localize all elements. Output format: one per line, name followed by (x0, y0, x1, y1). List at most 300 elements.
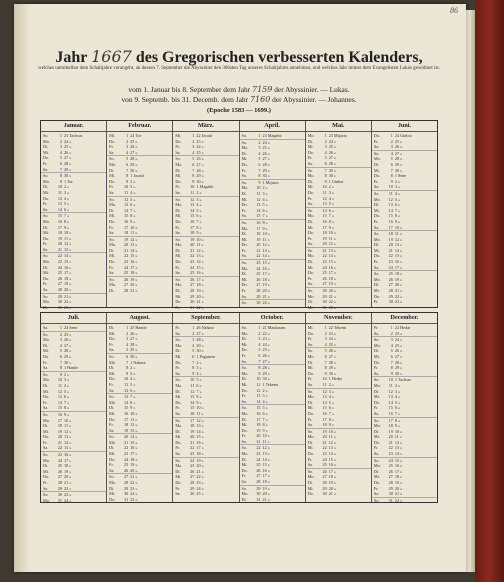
day-row: So. 26 17 » (306, 468, 371, 475)
day-row: Mi. 15 6 » (175, 213, 202, 219)
day-row: Do. 15 8 » (373, 213, 401, 219)
day-row: Di. 3 23 » (241, 336, 270, 342)
day-row: Do. 25 17 » (307, 270, 337, 276)
month-column (240, 121, 306, 307)
day-row: Fr. 15 10 » (175, 405, 204, 411)
day-row: Mo. 17 9 » (241, 225, 268, 231)
day-row: Sa. 23 14 » (373, 451, 403, 457)
day-row: Di. 17 9 » (43, 224, 70, 230)
day-row: Do. 9 2 » (109, 178, 136, 184)
day-row: So. 23 16 » (41, 451, 106, 458)
day-row: Mo. 27 18 » (307, 474, 337, 480)
day-row: Di. 25 17 » (241, 271, 270, 277)
day-row: So. 13 7 » (107, 393, 172, 400)
day-row: Mo. 15 7 » (307, 213, 334, 219)
month-name: October. (240, 313, 305, 324)
day-row: Di. 30 22 » (307, 299, 337, 305)
day-row: Di. 19 10 » (373, 428, 403, 434)
day-row: Sa. 19 13 » (109, 427, 138, 433)
day-row: Fr. 10 1 Hedar (307, 376, 343, 382)
day-row: Mo. 16 6 » (241, 410, 268, 416)
day-row: Mo. 30 22 » (43, 299, 72, 305)
month-name: Juni. (372, 121, 437, 132)
day-row: Sa. 7 27 » (241, 358, 270, 364)
handwritten-era-year: 7159 (252, 85, 273, 94)
day-row: So. 29 19 » (240, 485, 305, 492)
day-row: Sa. 11 2 » (175, 189, 202, 195)
day-row: Fr. 17 10 » (109, 224, 138, 230)
day-row: Sa. 4 25 » (307, 341, 337, 347)
month-column (107, 121, 173, 307)
calendar-panel-first-half (40, 120, 438, 308)
day-row: Di. 10 2 » (43, 184, 70, 190)
day-row: So. 16 8 » (240, 219, 305, 226)
day-row: So. 9 1 Mijazia (240, 179, 305, 186)
day-row: Di. 24 14 » (241, 456, 270, 462)
day-row: Do. 21 16 » (175, 439, 204, 445)
day-row: Sa. 15 8 » (43, 405, 70, 411)
day-row: Mi. 25 15 » (241, 462, 270, 468)
day-row: So. 28 20 » (306, 287, 371, 294)
day-row: Di. 31 23 » (43, 304, 72, 310)
day-row: Di. 12 7 » (175, 388, 202, 394)
day-row: So. 12 5 » (107, 196, 172, 203)
day-row: Mo. 14 8 » (109, 399, 136, 405)
day-row: Sa. 22 15 » (43, 445, 72, 451)
day-row: Fr. 20 12 » (43, 241, 72, 247)
day-row: Mi. 22 15 » (109, 253, 138, 259)
day-row: Di. 16 8 » (307, 218, 334, 224)
month-name: August. (107, 313, 172, 324)
day-row: Mo. 2 22 » (241, 330, 270, 336)
day-row: So. 21 13 » (306, 247, 371, 254)
day-row: So. 19 10 » (173, 236, 238, 243)
day-row: Di. 6 29 » (373, 161, 403, 167)
day-row: Do. 13 6 » (43, 394, 70, 400)
day-row: Di. 20 13 » (373, 242, 403, 248)
day-row: Fr. 14 7 » (43, 399, 70, 405)
month-name: April. (240, 121, 305, 132)
day-row: Do. 7 28 » (373, 359, 403, 365)
month-column (41, 313, 107, 502)
day-row: Fr. 16 9 » (373, 218, 401, 224)
day-row: Mi. 8 29 » (175, 173, 204, 179)
day-row: So. 24 19 » (173, 457, 238, 464)
day-row: So. 15 5 » (240, 404, 305, 411)
day-row: Mi. 20 15 » (175, 434, 204, 440)
day-row: Di. 15 9 » (109, 405, 136, 411)
day-row: Sa. 11 4 » (109, 189, 136, 195)
day-row: So. 15 7 » (41, 212, 106, 219)
day-row: Di. 18 11 » (43, 423, 72, 429)
day-row: Fr. 28 21 » (43, 480, 72, 486)
day-row: Sa. 14 4 » (241, 398, 268, 404)
day-row: Di. 25 18 » (43, 463, 72, 469)
day-row: Do. 23 14 » (175, 259, 204, 265)
day-row: Mi. 6 27 » (373, 353, 403, 359)
day-row: Mi. 25 17 » (43, 270, 72, 276)
day-row: Mo. 12 5 » (373, 196, 401, 202)
day-row: Fr. 5 27 » (307, 155, 337, 161)
day-row: So. 6 30 » (107, 353, 172, 360)
day-row: Fr. 29 24 » (175, 485, 204, 491)
day-row: Di. 7 28 » (307, 359, 337, 365)
day-row: Mi. 15 8 » (109, 213, 136, 219)
day-row: Mi. 5 28 » (43, 348, 72, 354)
day-row: Di. 26 17 » (373, 468, 403, 474)
day-row: Mo. 3 25 » (241, 145, 270, 151)
day-row: Do. 16 7 » (307, 410, 334, 416)
day-row: Di. 28 19 » (307, 480, 337, 486)
day-row: Sa. 8 1 Hamle (43, 365, 79, 371)
day-row: Do. 30 21 » (307, 491, 337, 497)
day-row: Mi. 5 27 » (241, 156, 270, 162)
day-row: Sa. 18 9 » (307, 422, 334, 428)
day-row: Do. 7 2 » (175, 359, 202, 365)
day-row: So. 7 29 » (306, 167, 371, 174)
day-row: Di. 18 10 » (241, 231, 270, 237)
day-row: Fr. 11 5 » (109, 381, 136, 387)
day-row: Do. 2 23 » (175, 138, 204, 144)
month-column (240, 313, 306, 502)
day-row: Fr. 14 6 » (241, 207, 268, 213)
day-row: Mi. 7 30 » (373, 167, 403, 173)
day-row: Do. 27 19 » (241, 282, 270, 288)
day-row: Di. 4 26 » (241, 150, 270, 156)
day-row: So. 22 14 » (41, 252, 106, 259)
day-row: Do. 24 18 » (109, 456, 138, 462)
day-row: Fr. 23 16 » (373, 259, 403, 265)
day-row: Di. 27 20 » (373, 282, 403, 288)
day-row: Di. 2 24 » (307, 138, 337, 144)
day-row: Mi. 1 22 Tekemt (307, 325, 347, 330)
day-row: Mo. 6 27 » (307, 353, 337, 359)
day-row: Sa. 14 6 » (43, 206, 70, 212)
day-row: Mi. 3 25 » (307, 144, 337, 150)
day-row: Mo. 23 15 » (43, 259, 72, 265)
handwritten-era-year: 7160 (249, 95, 271, 104)
day-row: So. 3 24 » (372, 336, 437, 343)
month-column (173, 313, 239, 502)
day-row: Fr. 24 17 » (109, 264, 138, 270)
day-row: So. 2 24 » (240, 139, 305, 146)
day-row: Sa. 18 11 » (109, 230, 138, 236)
day-row: Di. 21 12 » (307, 439, 337, 445)
day-row: Mo. 4 25 » (373, 342, 403, 348)
day-row: Di. 7 30 » (109, 167, 138, 173)
month-name: September. (173, 313, 238, 324)
day-row: Do. 1 24 Ginbot (373, 133, 412, 138)
day-row: Fr. 22 13 » (373, 445, 403, 451)
day-row: Do. 18 10 » (307, 230, 337, 236)
day-row: Do. 8 1 Sene (373, 173, 407, 179)
day-row: So. 10 1 Tachsas (372, 376, 437, 383)
day-row: Mo. 19 12 » (373, 236, 403, 242)
day-row: Sa. 26 20 » (109, 467, 138, 473)
day-row: So. 12 3 » (173, 196, 238, 203)
day-row: Mi. 15 6 » (307, 405, 334, 411)
page-title (24, 47, 454, 67)
day-row: Mo. 23 13 » (241, 451, 270, 457)
day-row: Do. 16 9 » (109, 218, 136, 224)
day-row: Di. 21 14 » (109, 247, 138, 253)
day-row: Di. 11 3 » (241, 190, 268, 196)
day-row: Mi. 8 1 Jacatit (109, 173, 145, 179)
book-cover (475, 0, 504, 582)
day-row: Mo. 20 11 » (175, 242, 204, 248)
day-row: Do. 9 30 » (175, 178, 204, 184)
day-row: Mi. 26 18 » (241, 276, 270, 282)
day-row: So. 2 25 » (41, 331, 106, 338)
month-column (306, 121, 372, 310)
day-row: Fr. 17 8 » (175, 224, 202, 230)
day-row: Mo. 9 1 Tor (43, 178, 73, 184)
day-row: So. 18 11 » (372, 230, 437, 237)
day-row: Do. 6 29 » (43, 353, 72, 359)
day-row: Do. 26 16 » (241, 467, 270, 473)
day-row: Mo. 9 29 » (241, 370, 270, 376)
day-row: Mo. 13 4 » (307, 394, 334, 400)
day-row: Do. 14 5 » (373, 399, 401, 405)
handwritten-year: 1667 (91, 47, 132, 66)
day-row: Sa. 17 10 » (373, 224, 403, 230)
day-row: Sa. 1 23 Magabit (241, 133, 282, 138)
day-row: Sa. 4 27 » (109, 149, 138, 155)
day-row: Mi. 27 18 » (373, 474, 403, 480)
day-row: Mo. 20 11 » (307, 434, 336, 440)
day-row: Fr. 20 10 » (241, 433, 270, 439)
day-row: Di. 7 28 » (175, 167, 204, 173)
day-row: Mi. 27 22 » (175, 474, 204, 480)
day-row: Fr. 7 29 » (241, 167, 270, 173)
day-row: So. 17 12 » (173, 417, 238, 424)
day-row: Fr. 4 28 » (109, 341, 138, 347)
day-row: Mo. 21 15 » (109, 439, 138, 445)
day-row: Mi. 1 24 Tor (109, 133, 142, 138)
day-row: Mo. 20 13 » (109, 242, 138, 248)
day-row: Mo. 29 21 » (307, 293, 337, 299)
day-row: Do. 11 3 » (307, 189, 334, 195)
day-row: Mi. 31 23 » (307, 304, 337, 310)
day-row: Sa. 25 16 » (175, 270, 204, 276)
day-row: Fr. 2 25 » (373, 138, 403, 144)
day-row: Mi. 20 11 » (373, 434, 403, 440)
day-row: Mo. 5 28 » (373, 156, 403, 162)
day-row: Mi. 22 13 » (175, 253, 204, 259)
day-row: Di. 28 19 » (175, 288, 204, 294)
day-row: Fr. 9 2 » (373, 178, 401, 184)
month-name: Februar. (107, 121, 172, 132)
day-row: Do. 16 7 » (175, 218, 202, 224)
day-row: Di. 19 14 » (175, 428, 204, 434)
day-row: Mi. 17 9 » (307, 224, 334, 230)
day-row: Fr. 22 17 » (175, 445, 204, 451)
day-row: Fr. 25 19 » (109, 462, 138, 468)
day-row: Mi. 21 14 » (373, 247, 403, 253)
day-row: Mo. 3 26 » (43, 337, 72, 343)
day-row: Mo. 22 14 » (307, 253, 337, 259)
day-row: Di. 23 15 » (307, 259, 337, 265)
day-row: Fr. 30 23 » (373, 299, 403, 305)
day-row: Sa. 29 22 » (43, 485, 72, 491)
day-row: Sa. 11 2 » (307, 381, 334, 387)
day-row: Di. 14 5 » (307, 399, 334, 405)
day-row: Do. 31 25 » (109, 496, 138, 502)
day-row: Mo. 4 29 » (175, 342, 204, 348)
day-row: Mi. 29 20 » (175, 293, 204, 299)
day-row: Fr. 29 20 » (373, 485, 403, 491)
day-row: Do. 30 21 » (175, 299, 204, 305)
day-row: So. 5 26 » (173, 155, 238, 162)
day-row: Do. 17 11 » (109, 416, 138, 422)
day-row: Sa. 22 14 » (241, 253, 270, 259)
day-row: Mo. 27 20 » (109, 282, 138, 288)
day-row: Di. 13 6 » (373, 202, 401, 208)
day-row: So. 20 14 » (107, 433, 172, 440)
day-row: Mi. 10 2 » (307, 184, 334, 190)
day-row: So. 25 18 » (372, 270, 437, 277)
day-row: Mi. 16 10 » (109, 410, 138, 416)
day-row: Sa. 30 25 » (175, 491, 204, 497)
day-row: Fr. 6 26 » (241, 352, 270, 358)
day-row: So. 10 5 » (173, 376, 238, 383)
day-row: Fr. 10 1 Magabit (175, 184, 214, 190)
epoch-note: (Epoche 1583 — 1699.) (207, 107, 271, 114)
month-column (372, 313, 437, 502)
day-row: Sa. 8 30 » (241, 173, 270, 179)
day-row: Sa. 24 17 » (373, 264, 403, 270)
day-row: So. 31 22 » (372, 497, 437, 504)
calendar-panel-second-half (40, 312, 438, 503)
day-row: Mo. 30 20 » (241, 491, 270, 497)
era-line-johannes: von 9. Septemb. bis 31. Decemb. dem Jahr 7160 der Abyssinier. — Johannes. (121, 95, 357, 104)
day-row: Sa. 12 6 » (109, 387, 136, 393)
day-row: So. 26 17 » (173, 276, 238, 283)
day-row: Do. 9 30 » (307, 370, 337, 376)
day-row: Fr. 17 8 » (307, 416, 334, 422)
title-prefix: Jahr (55, 49, 88, 66)
day-row: Di. 11 4 » (43, 382, 70, 388)
day-row: Fr. 26 18 » (307, 275, 337, 281)
day-row: Fr. 12 4 » (307, 195, 334, 201)
day-row: Sa. 25 16 » (307, 462, 337, 468)
day-row: Di. 26 21 » (175, 468, 204, 474)
day-row: So. 4 27 » (372, 150, 437, 157)
day-row: Fr. 21 14 » (43, 439, 72, 445)
day-row: So. 26 19 » (107, 276, 172, 283)
day-row: Di. 12 3 » (373, 388, 401, 394)
day-row: So. 12 3 » (306, 388, 371, 395)
day-row: Sa. 10 3 » (373, 184, 401, 190)
day-row: Sa. 5 29 » (109, 347, 138, 353)
day-row: Mo. 27 18 » (175, 282, 204, 288)
day-row: Do. 20 12 » (241, 242, 270, 248)
day-row: Do. 12 2 » (241, 387, 268, 393)
day-row: So. 19 10 » (306, 428, 371, 435)
month-column (306, 313, 372, 502)
day-row: Sa. 29 21 » (241, 293, 270, 299)
day-row: Fr. 3 24 » (175, 144, 204, 150)
day-row: Di. 14 5 » (175, 207, 202, 213)
day-row: Mo. 17 10 » (43, 417, 72, 423)
day-row: Di. 1 25 Hamle (109, 325, 147, 330)
day-row: Mo. 6 27 » (175, 161, 204, 167)
day-row: Mi. 22 13 » (307, 445, 337, 451)
day-row: Do. 27 20 » (43, 474, 72, 480)
day-row: Mo. 25 16 » (373, 463, 403, 469)
day-row: Di. 4 27 » (43, 342, 72, 348)
day-row: Sa. 28 20 » (43, 287, 72, 293)
day-row: Di. 5 30 » (175, 348, 204, 354)
day-row: Sa. 9 30 » (373, 370, 403, 376)
day-row: Do. 28 19 » (373, 480, 403, 486)
day-row: So. 16 9 » (41, 411, 106, 418)
day-row: Sa. 16 7 » (373, 410, 401, 416)
day-row: Mi. 11 3 » (43, 189, 70, 195)
day-row: So. 5 28 » (107, 155, 172, 162)
day-row: Do. 20 13 » (43, 434, 72, 440)
day-row: Mi. 4 24 » (241, 341, 270, 347)
title-rest: des Gregorischen verbesserten Kalenders, (135, 49, 423, 66)
day-row: So. 30 23 » (41, 491, 106, 498)
day-row: Sa. 6 28 » (307, 160, 337, 166)
day-row: Do. 10 4 » (109, 376, 136, 382)
day-row: Sa. 7 29 » (43, 166, 72, 172)
day-row: Sa. 3 26 » (373, 144, 403, 150)
day-row: Fr. 13 3 » (241, 393, 268, 399)
day-row: Do. 2 23 » (307, 330, 337, 336)
day-row: Di. 24 16 » (43, 264, 72, 270)
day-row: Mo. 10 2 » (241, 185, 268, 191)
day-row: Mo. 6 29 » (109, 161, 138, 167)
day-row: Fr. 1 26 Nahase (175, 325, 214, 330)
day-row: Mi. 1 22 Jacatit (175, 133, 213, 138)
day-row: Mi. 30 24 » (109, 491, 138, 497)
day-row: Sa. 1 24 Sene (43, 325, 78, 330)
day-row: Fr. 31 22 » (175, 304, 204, 310)
month-column (173, 121, 239, 310)
day-row: Mi. 8 29 » (307, 365, 337, 371)
day-row: Sa. 9 4 » (175, 370, 202, 376)
era-line-lukas: vom 1. Januar bis 8. September dem Jahr 7159 der Abyssinier. — Lukas. (128, 85, 350, 94)
day-row: So. 1 21 Maskaram (241, 325, 286, 330)
day-row: Mo. 24 16 » (241, 265, 270, 271)
day-row: Mo. 7 1 Nahase (109, 359, 146, 365)
day-row: Do. 29 22 » (373, 293, 403, 299)
day-row: Mi. 18 8 » (241, 422, 268, 428)
day-row: Mo. 13 6 » (109, 202, 136, 208)
day-row: So. 9 2 » (41, 371, 106, 378)
day-row: So. 8 28 » (240, 364, 305, 371)
day-row: Sa. 15 7 » (241, 213, 268, 219)
day-row: Di. 10 30 » (241, 376, 270, 382)
day-row: Do. 5 25 » (241, 347, 270, 353)
day-row: So. 29 21 » (41, 293, 106, 300)
day-row: So. 22 12 » (240, 444, 305, 451)
month-name: November. (306, 313, 371, 324)
month-name: Mai. (306, 121, 371, 132)
day-row: Sa. 18 9 » (175, 230, 202, 236)
day-row: Mi. 11 1 Tekemt (241, 381, 279, 387)
day-row: Mo. 10 3 » (43, 377, 70, 383)
day-row: Fr. 24 15 » (307, 456, 337, 462)
day-row: Di. 8 2 » (109, 365, 136, 371)
day-row: Do. 28 23 » (175, 480, 204, 486)
day-row: Do. 14 9 » (175, 399, 202, 405)
day-row: Fr. 3 24 » (307, 336, 337, 342)
month-column (107, 313, 173, 502)
day-row: Fr. 21 13 » (241, 247, 270, 253)
